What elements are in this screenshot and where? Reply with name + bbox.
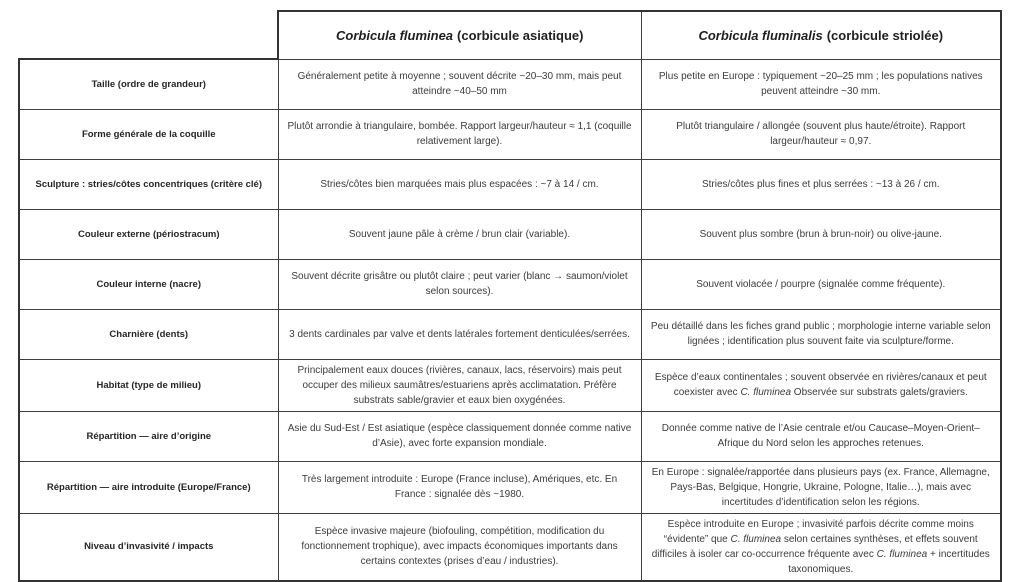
row-label: Répartition — aire introduite (Europe/France) xyxy=(19,461,278,513)
table-row-habitat xyxy=(19,359,1001,411)
species-name-fluminea: Corbicula fluminea xyxy=(336,27,454,43)
fluminalis-cell: Souvent violacée / pourpre (signalée comme fréquente). xyxy=(641,259,1001,309)
col-header-fluminea xyxy=(278,11,641,59)
fluminalis-cell: Espèce d’eaux continentales ; souvent observée en rivières/canaux et peut coexister avec C. fluminea Observée sur substrats galets/graviers. xyxy=(641,359,1001,411)
fluminea-cell: Souvent décrite grisâtre ou plutôt claire ; peut varier (blanc → saumon/violet selon sources). xyxy=(278,259,641,309)
species-comparison-table xyxy=(18,10,1002,582)
fluminalis-cell: Donnée comme native de l’Asie centrale et/ou Caucase–Moyen-Orient–Afrique du Nord selon les approches retenues. xyxy=(641,411,1001,461)
common-name-fluminea: (corbicule asiatique) xyxy=(457,27,584,43)
row-label: Niveau d’invasivité / impacts xyxy=(19,513,278,581)
row-label: Couleur interne (nacre) xyxy=(19,259,278,309)
fluminalis-cell: Plus petite en Europe : typiquement ~20–25 mm ; les populations natives peuvent atteindre ~30 mm. xyxy=(641,59,1001,109)
table-row-couleur-externe xyxy=(19,209,1001,259)
col-header-fluminalis xyxy=(641,11,1001,59)
fluminea-cell: Généralement petite à moyenne ; souvent décrite ~20–30 mm, mais peut atteindre ~40–50 mm xyxy=(278,59,641,109)
fluminea-cell: Plutôt arrondie à triangulaire, bombée. Rapport largeur/hauteur ≈ 1,1 (coquille relativement large). xyxy=(278,109,641,159)
row-label: Répartition — aire d’origine xyxy=(19,411,278,461)
fluminalis-cell: Espèce introduite en Europe ; invasivité parfois décrite comme moins “évidente” que C. fluminea selon certaines synthèses, et effets souvent difficiles à isoler car co-occurrence fréquente avec C. fluminea + incertitudes taxonomiques. xyxy=(641,513,1001,581)
fluminea-cell: Principalement eaux douces (rivières, canaux, lacs, réservoirs) mais peut occuper des milieux saumâtres/estuariens après acclimatation. Préfère substrats sable/gravier et eaux bien oxygénées. xyxy=(278,359,641,411)
header-row xyxy=(19,11,1001,59)
row-label: Habitat (type de milieu) xyxy=(19,359,278,411)
fluminea-cell: Asie du Sud-Est / Est asiatique (espèce classiquement donnée comme native d’Asie), avec forte expansion mondiale. xyxy=(278,411,641,461)
fluminea-cell: Souvent jaune pâle à crème / brun clair (variable). xyxy=(278,209,641,259)
table-row-sculpture xyxy=(19,159,1001,209)
fluminea-cell: Espèce invasive majeure (biofouling, compétition, modification du fonctionnement trophique), avec impacts économiques importants dans certains contextes (prises d’eau / industries). xyxy=(278,513,641,581)
fluminalis-cell: Plutôt triangulaire / allongée (souvent plus haute/étroite). Rapport largeur/hauteur ≈ 0,97. xyxy=(641,109,1001,159)
table-row-invasivite xyxy=(19,513,1001,581)
row-label: Couleur externe (périostracum) xyxy=(19,209,278,259)
table-row-forme xyxy=(19,109,1001,159)
common-name-fluminalis: (corbicule striolée) xyxy=(826,27,944,43)
row-label: Taille (ordre de grandeur) xyxy=(19,59,278,109)
species-name-fluminalis: Corbicula fluminalis xyxy=(698,27,823,43)
row-label: Charnière (dents) xyxy=(19,309,278,359)
fluminalis-cell: Peu détaillé dans les fiches grand public ; morphologie interne variable selon lignées ; identification plus souvent faite via sculpture/forme. xyxy=(641,309,1001,359)
row-label: Forme générale de la coquille xyxy=(19,109,278,159)
fluminea-cell: 3 dents cardinales par valve et dents latérales fortement denticulées/serrées. xyxy=(278,309,641,359)
table-row-taille xyxy=(19,59,1001,109)
fluminalis-cell: En Europe : signalée/rapportée dans plusieurs pays (ex. France, Allemagne, Pays-Bas, Belgique, Hongrie, Ukraine, Pologne, Italie…), mais avec incertitudes d’identification selon les régions. xyxy=(641,461,1001,513)
table-row-repartition-origine xyxy=(19,411,1001,461)
fluminalis-cell: Stries/côtes plus fines et plus serrées : ~13 à 26 / cm. xyxy=(641,159,1001,209)
row-label: Sculpture : stries/côtes concentriques (critère clé) xyxy=(19,159,278,209)
empty-corner-cell xyxy=(19,11,278,59)
table-row-repartition-introduite xyxy=(19,461,1001,513)
table-row-charniere xyxy=(19,309,1001,359)
fluminea-cell: Très largement introduite : Europe (France incluse), Amériques, etc. En France : signalée dès ~1980. xyxy=(278,461,641,513)
fluminea-cell: Stries/côtes bien marquées mais plus espacées : ~7 à 14 / cm. xyxy=(278,159,641,209)
fluminalis-cell: Souvent plus sombre (brun à brun-noir) ou olive-jaune. xyxy=(641,209,1001,259)
table-row-couleur-interne xyxy=(19,259,1001,309)
